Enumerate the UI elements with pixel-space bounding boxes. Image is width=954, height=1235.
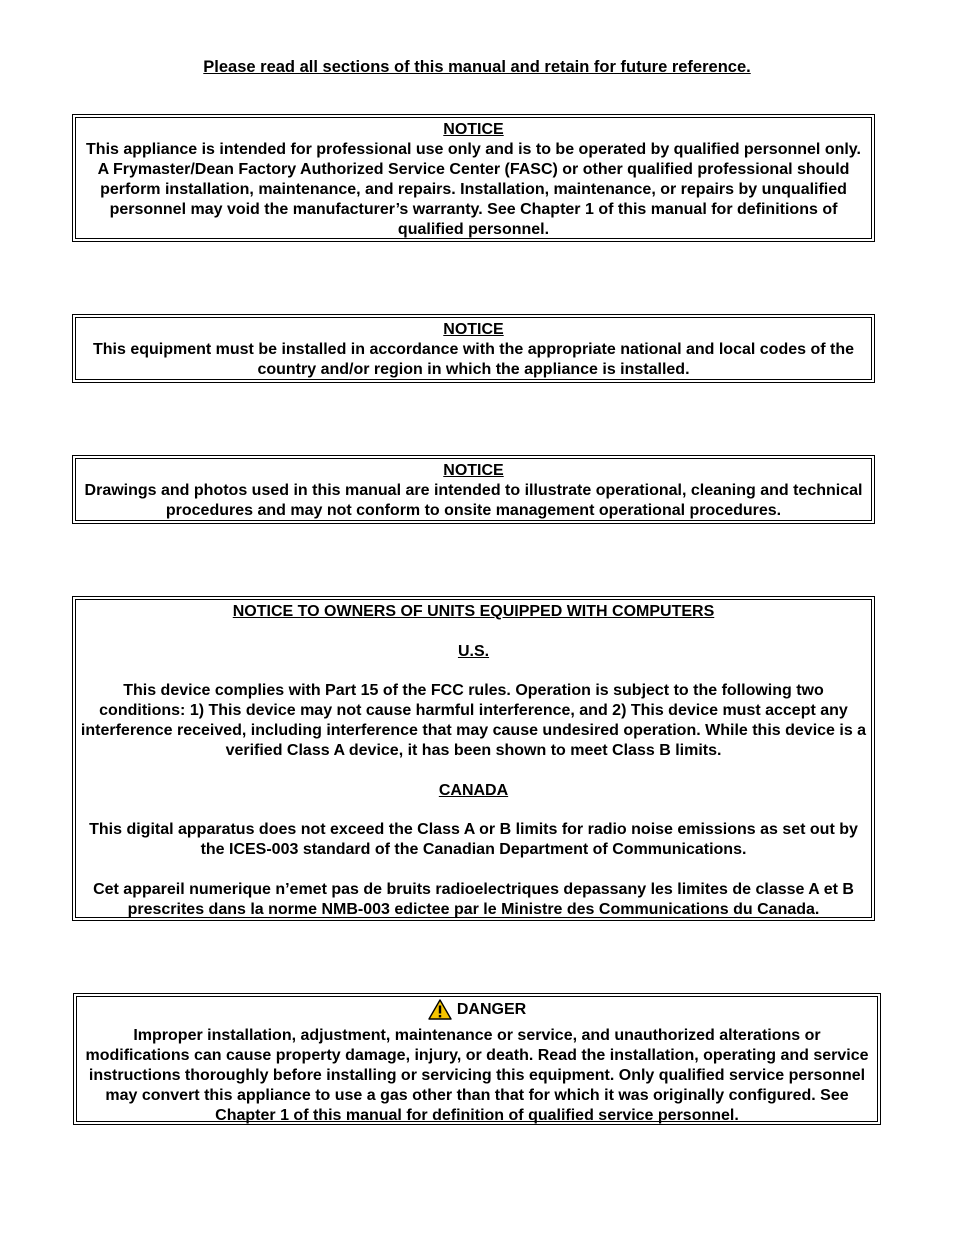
canada-section-body-french: Cet appareil numerique n’emet pas de bruits radioelectriques depassany les limites de classe A et B prescrites dans la norme NMB-003 edictee par le Ministre des Communications du Canada.: [93, 880, 854, 918]
us-section-label: U.S.: [457, 642, 490, 660]
us-section-body: This device complies with Part 15 of the FCC rules. Operation is subject to the following two conditions: 1) This device may not cause harmful interference, and 2) This device must accept any interference received, including interference that may cause undesired operation. While this device is a verified Class A device, it has been shown to meet Class B limits.: [80, 682, 867, 760]
notice-drawings-photos-box: [72, 455, 875, 524]
notice-body: Drawings and photos used in this manual are intended to illustrate operational, cleaning and technical procedures and may not conform to onsite management operational procedures.: [84, 482, 863, 519]
danger-body: Improper installation, adjustment, maintenance or service, and unauthorized alterations or modifications can cause property damage, injury, or death. Read the installation, operating and service instructions thoroughly before installing or servicing this equipment. Only qualified service personnel may convert this appliance to use a gas other than that for which it was originally configured. See Chapter 1 of this manual for definition of qualified service personnel.: [85, 1027, 869, 1124]
notice-title: NOTICE: [443, 121, 504, 138]
notice-body: This equipment must be installed in accordance with the appropriate national and local codes of the country and/or region in which the appliance is installed.: [92, 341, 854, 378]
notice-title: NOTICE: [443, 321, 504, 338]
page-heading: Please read all sections of this manual and retain for future reference.: [203, 58, 751, 76]
canada-section-label: CANADA: [438, 781, 509, 799]
warning-triangle-icon: [428, 999, 452, 1020]
danger-title: DANGER: [456, 1001, 527, 1018]
notice-body: This appliance is intended for professional use only and is to be operated by qualified personnel only. A Frymaster/Dean Factory Authorized Service Center (FASC) or other qualified professional should perform installation, maintenance, and repairs. Installation, maintenance, or repairs by unqualified personnel may void the manufacturer’s warranty. See Chapter 1 of this manual for definitions of qualified personnel.: [86, 141, 861, 238]
notice-computers-box: [72, 596, 875, 921]
danger-box: [73, 993, 881, 1125]
notice-qualified-personnel-box: [72, 114, 875, 242]
notice-title: NOTICE: [443, 462, 504, 479]
danger-heading: [428, 999, 526, 1020]
canada-section-body-english: This digital apparatus does not exceed the Class A or B limits for radio noise emissions as set out by the ICES-003 standard of the Canadian Department of Communications.: [89, 821, 858, 859]
notice-installation-codes-box: [72, 314, 875, 383]
notice-title: NOTICE TO OWNERS OF UNITS EQUIPPED WITH COMPUTERS: [232, 603, 715, 620]
